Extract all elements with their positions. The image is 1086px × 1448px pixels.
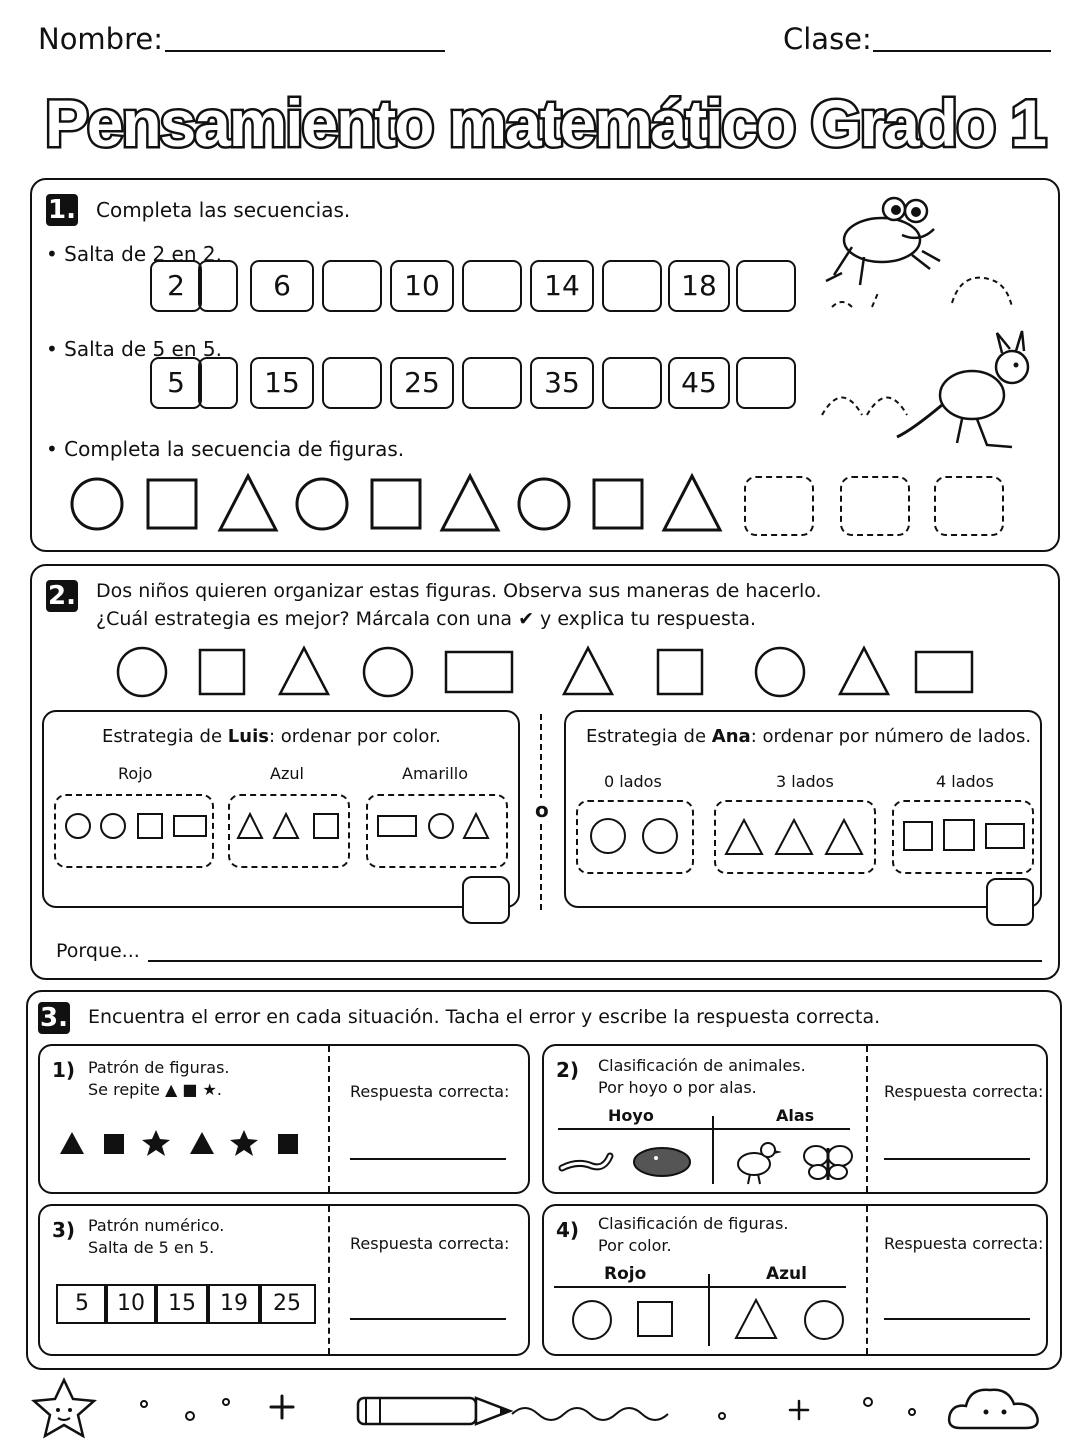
square-shape bbox=[372, 480, 420, 528]
group-label: Azul bbox=[270, 764, 304, 783]
pencil-icon bbox=[358, 1398, 510, 1424]
name-line[interactable] bbox=[165, 50, 445, 52]
section-2 bbox=[30, 564, 1060, 980]
column-header: Hoyo bbox=[608, 1106, 654, 1125]
section-number: 3. bbox=[38, 1002, 70, 1034]
pattern-shapes bbox=[60, 1130, 320, 1170]
answer-box[interactable] bbox=[602, 260, 662, 312]
group-label: Rojo bbox=[118, 764, 153, 783]
circle-shape bbox=[519, 479, 569, 529]
answer-line[interactable] bbox=[884, 1158, 1030, 1160]
problem-text: Clasificación de figuras. bbox=[598, 1214, 789, 1233]
answer-label: Respuesta correcta: bbox=[350, 1234, 510, 1253]
number-cell[interactable]: 19 bbox=[206, 1284, 262, 1324]
answer-box[interactable] bbox=[462, 357, 522, 409]
row-label: • Salta de 5 en 5. bbox=[46, 337, 222, 361]
problem-text: Se repite ▲ ■ ★. bbox=[88, 1080, 222, 1099]
problem-number: 2) bbox=[556, 1058, 580, 1082]
problem-text: Patrón numérico. bbox=[88, 1216, 225, 1235]
blank-shape-box[interactable] bbox=[840, 476, 910, 536]
column-header: Rojo bbox=[604, 1264, 647, 1284]
answer-box[interactable] bbox=[736, 357, 796, 409]
problem-text: Clasificación de animales. bbox=[598, 1056, 806, 1075]
circle-shape bbox=[72, 479, 122, 529]
mole-icon bbox=[634, 1148, 690, 1176]
problem-1 bbox=[38, 1044, 530, 1194]
triangle-shape bbox=[220, 476, 276, 530]
star-icon bbox=[34, 1380, 94, 1436]
row-label: • Salta de 2 en 2. bbox=[46, 242, 222, 266]
number-cell: 10 bbox=[104, 1284, 158, 1324]
number-cell: 5 bbox=[56, 1284, 108, 1324]
instruction: Completa las secuencias. bbox=[96, 198, 351, 222]
frog-illustration bbox=[812, 185, 942, 315]
answer-box[interactable] bbox=[198, 260, 238, 312]
answer-line[interactable] bbox=[350, 1158, 506, 1160]
group-label: 0 lados bbox=[604, 772, 662, 791]
class-label: Clase: bbox=[783, 22, 872, 56]
table-rule bbox=[558, 1128, 850, 1130]
number-box: 5 bbox=[150, 357, 202, 409]
divider bbox=[328, 1206, 330, 1354]
svg-text:Pensamiento matemático Grado 1: Pensamiento matemático Grado 1 bbox=[45, 86, 1046, 160]
answer-label: Respuesta correcta: bbox=[350, 1082, 510, 1101]
section-number: 2. bbox=[46, 580, 78, 612]
answer-label: Respuesta correcta: bbox=[884, 1234, 1044, 1253]
answer-box[interactable] bbox=[322, 357, 382, 409]
blank-shape-box[interactable] bbox=[744, 476, 814, 536]
answer-box[interactable] bbox=[322, 260, 382, 312]
divider bbox=[866, 1206, 868, 1354]
luis-strategy-panel bbox=[42, 710, 520, 908]
triangle-shape bbox=[442, 476, 498, 530]
bird-icon bbox=[738, 1143, 782, 1184]
number-box: 14 bbox=[530, 260, 594, 312]
section-number: 1. bbox=[46, 194, 78, 226]
answer-box[interactable] bbox=[462, 260, 522, 312]
luis-strategy-title: Estrategia de Luis: ordenar por color. bbox=[102, 726, 441, 747]
problem-number: 1) bbox=[52, 1058, 76, 1082]
group-label: 4 lados bbox=[936, 772, 994, 791]
answer-box[interactable] bbox=[736, 260, 796, 312]
ana-strategy-panel bbox=[564, 710, 1042, 908]
number-box: 2 bbox=[150, 260, 202, 312]
shape-sequence bbox=[62, 472, 1062, 542]
number-box: 6 bbox=[250, 260, 314, 312]
row-label: • Completa la secuencia de figuras. bbox=[46, 437, 405, 461]
problem-text: Por color. bbox=[598, 1236, 672, 1255]
name-label: Nombre: bbox=[38, 22, 163, 56]
blank-shape-box[interactable] bbox=[934, 476, 1004, 536]
instruction: Dos niños quieren organizar estas figuras. Observa sus maneras de hacerlo. bbox=[96, 580, 822, 602]
number-box: 15 bbox=[250, 357, 314, 409]
cloud-icon bbox=[949, 1390, 1038, 1428]
footer-decoration bbox=[0, 1374, 1086, 1444]
triangle-shape bbox=[664, 476, 720, 530]
kangaroo-illustration bbox=[812, 335, 1042, 455]
sparkle-icon bbox=[790, 1401, 808, 1419]
problem-text: Por hoyo o por alas. bbox=[598, 1078, 757, 1097]
number-box: 18 bbox=[668, 260, 730, 312]
answer-box[interactable] bbox=[602, 357, 662, 409]
number-box: 25 bbox=[390, 357, 454, 409]
answer-label: Respuesta correcta: bbox=[884, 1082, 1044, 1101]
luis-shapes bbox=[64, 810, 524, 850]
problem-3 bbox=[38, 1204, 530, 1356]
problem-4 bbox=[542, 1204, 1048, 1356]
section-3 bbox=[26, 990, 1062, 1370]
instruction: ¿Cuál estrategia es mejor? Márcala con una ✔ y explica tu respuesta. bbox=[96, 608, 756, 630]
animal-pictures bbox=[558, 1138, 858, 1188]
divider bbox=[866, 1046, 868, 1192]
answer-box[interactable] bbox=[198, 357, 238, 409]
table-rule bbox=[554, 1286, 846, 1288]
instruction: Encuentra el error en cada situación. Tacha el error y escribe la respuesta correcta. bbox=[88, 1006, 881, 1028]
ana-shapes bbox=[590, 816, 1050, 860]
answer-line[interactable] bbox=[884, 1318, 1030, 1320]
column-header: Azul bbox=[766, 1264, 807, 1284]
column-header: Alas bbox=[776, 1106, 815, 1125]
answer-line[interactable] bbox=[350, 1318, 506, 1320]
because-answer-line[interactable] bbox=[148, 960, 1042, 962]
ana-strategy-title: Estrategia de Ana: ordenar por número de lados. bbox=[586, 726, 1032, 747]
page-title bbox=[40, 78, 1050, 168]
square-shape bbox=[148, 480, 196, 528]
or-label: o bbox=[535, 798, 549, 822]
circle-shape bbox=[297, 479, 347, 529]
number-box: 10 bbox=[390, 260, 454, 312]
problem-text: Salta de 5 en 5. bbox=[88, 1238, 215, 1257]
sparkle-icon bbox=[271, 1396, 293, 1418]
color-shapes bbox=[564, 1296, 864, 1346]
shapes-to-sort bbox=[112, 642, 1012, 702]
ana-checkbox[interactable] bbox=[986, 878, 1034, 926]
group-label: 3 lados bbox=[776, 772, 834, 791]
because-label: Porque... bbox=[56, 940, 140, 962]
problem-2 bbox=[542, 1044, 1048, 1194]
problem-number: 3) bbox=[52, 1218, 76, 1242]
square-shape bbox=[594, 480, 642, 528]
class-line[interactable] bbox=[873, 50, 1051, 52]
butterfly-icon bbox=[804, 1146, 852, 1180]
luis-checkbox[interactable] bbox=[462, 876, 510, 924]
problem-number: 4) bbox=[556, 1218, 580, 1242]
number-cell: 25 bbox=[258, 1284, 316, 1324]
group-label: Amarillo bbox=[402, 764, 469, 783]
divider bbox=[328, 1046, 330, 1192]
number-cell: 15 bbox=[154, 1284, 210, 1324]
number-box: 45 bbox=[668, 357, 730, 409]
problem-text: Patrón de figuras. bbox=[88, 1058, 230, 1077]
number-box: 35 bbox=[530, 357, 594, 409]
